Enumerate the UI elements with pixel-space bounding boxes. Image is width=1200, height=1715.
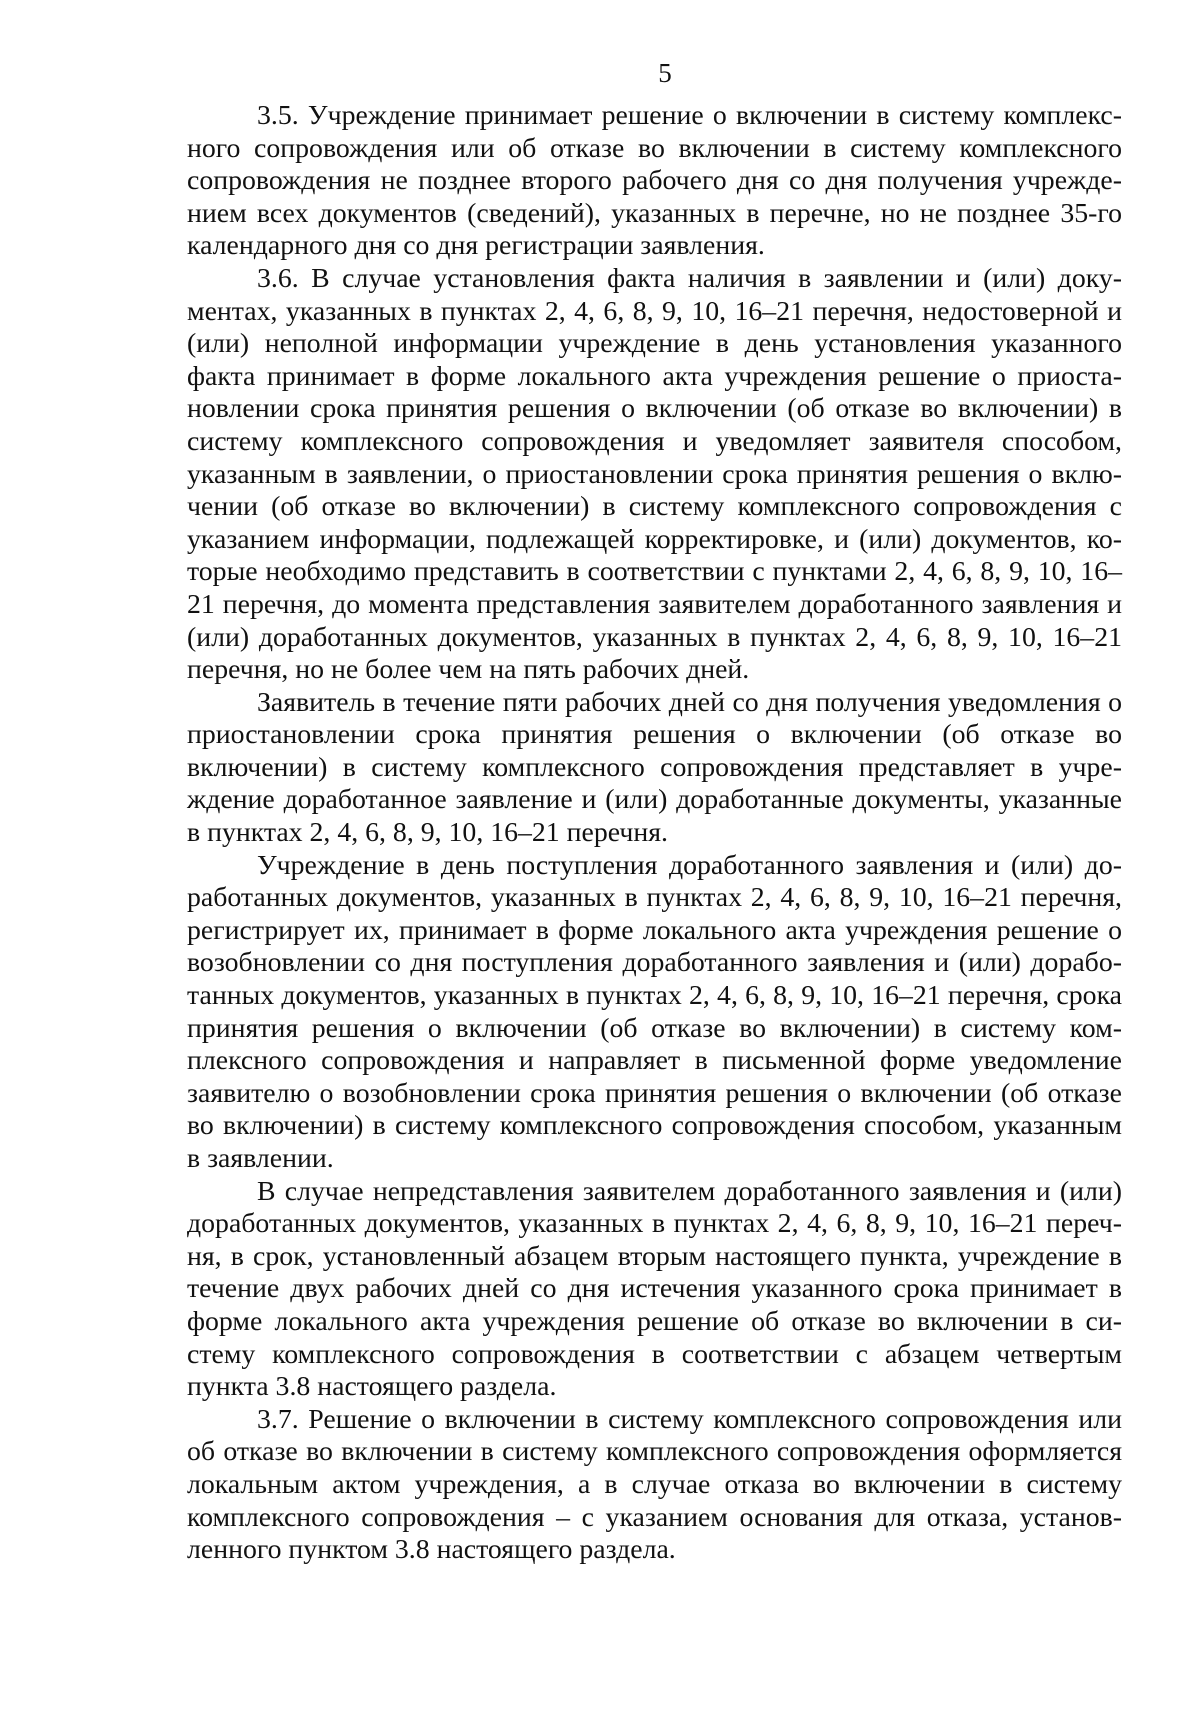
paragraph-3-7: 3.7. Решение о включении в систему комплексного сопровождения или об отказе во включении в систему комплексного сопровождения оформляется локальным актом учреждения, а в случае отказа во включении в систему комплексного сопровождения – с указанием основания для отказа, установленного пунктом 3.8 настоящего раздела. [187,1403,1122,1566]
page-number: 5 [658,58,672,88]
paragraph-institution-resume: Учреждение в день поступления доработанного заявления и (или) доработанных документов, указанных в пунктах 2, 4, 6, 8, 9, 10, 16–21 перечня, регистрирует их, принимает в форме локального акта учреждения решение о возобновлении со дня поступления доработанного заявления и (или) доработанных документов, указанных в пунктах 2, 4, 6, 8, 9, 10, 16–21 перечня, срока принятия решения о включении (об отказе во включении) в систему комплексного сопровождения и направляет в письменной форме уведомление заявителю о возобновлении срока принятия решения о включении (об отказе во включении) в систему комплексного сопровождения способом, указанным в заявлении. [187,849,1122,1174]
paragraph-3-6: 3.6. В случае установления факта наличия в заявлении и (или) документах, указанных в пунктах 2, 4, 6, 8, 9, 10, 16–21 перечня, недостоверной и (или) неполной информации учреждение в день установления указанного факта принимает в форме локального акта учреждения решение о приостановлении срока принятия решения о включении (об отказе во включении) в систему комплексного сопровождения и уведомляет заявителя способом, указанным в заявлении, о приостановлении срока принятия решения о включении (об отказе во включении) в систему комплексного сопровождения с указанием информации, подлежащей корректировке, и (или) документов, которые необходимо представить в соответствии с пунктами 2, 4, 6, 8, 9, 10, 16–21 перечня, до момента представления заявителем доработанного заявления и (или) доработанных документов, указанных в пунктах 2, 4, 6, 8, 9, 10, 16–21 перечня, но не более чем на пять рабочих дней. [187,262,1122,686]
body-text [187,100,1122,1567]
paragraph-non-submission: В случае непредставления заявителем доработанного заявления и (или) доработанных документов, указанных в пунктах 2, 4, 6, 8, 9, 10, 16–21 перечня, в срок, установленный абзацем вторым настоящего пункта, учреждение в течение двух рабочих дней со дня истечения указанного срока принимает в форме локального акта учреждения решение об отказе во включении в систему комплексного сопровождения в соответствии с абзацем четвертым пункта 3.8 настоящего раздела. [187,1175,1122,1403]
paragraph-applicant: Заявитель в течение пяти рабочих дней со дня получения уведомления о приостановлении срока принятия решения о включении (об отказе во включении) в систему комплексного сопровождения представляет в учреждение доработанное заявление и (или) доработанные документы, указанные в пунктах 2, 4, 6, 8, 9, 10, 16–21 перечня. [187,686,1122,849]
paragraph-3-5: 3.5. Учреждение принимает решение о включении в систему комплексного сопровождения или об отказе во включении в систему комплексного сопровождения не позднее второго рабочего дня со дня получения учреждением всех документов (сведений), указанных в перечне, но не позднее 35-го календарного дня со дня регистрации заявления. [187,100,1122,262]
